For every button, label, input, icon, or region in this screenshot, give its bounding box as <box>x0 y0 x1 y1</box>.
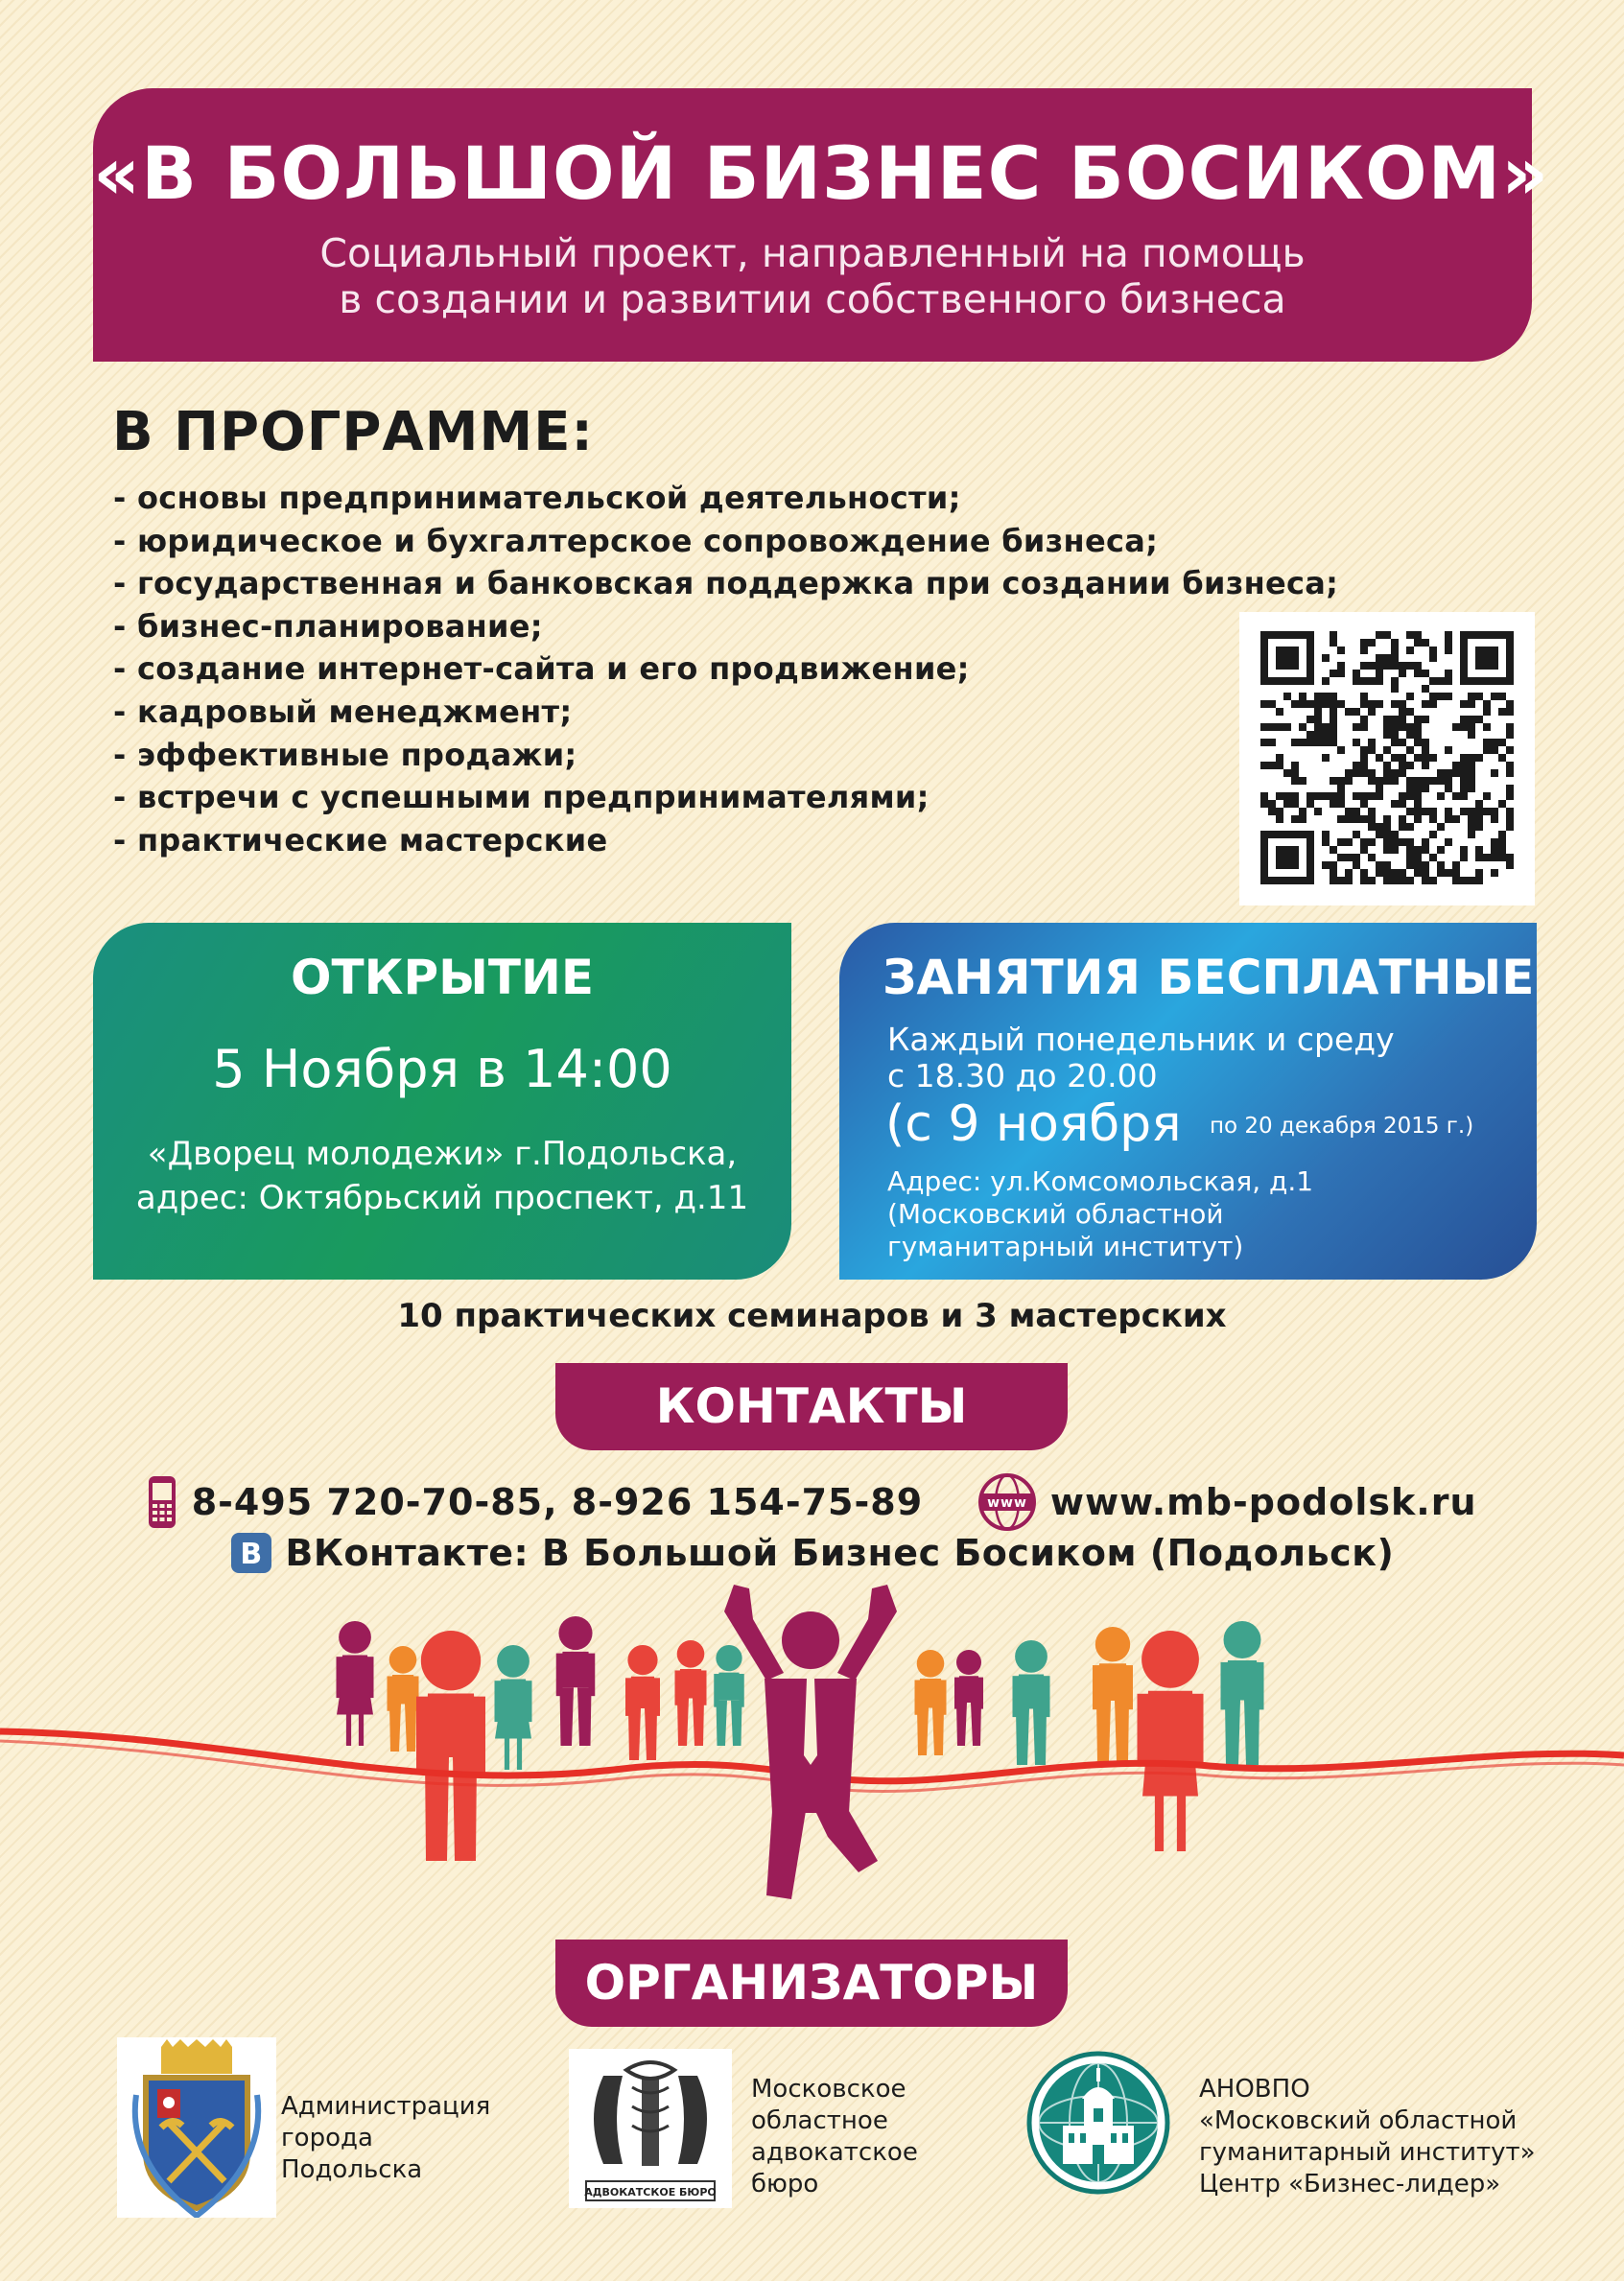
mobile-phone-icon <box>147 1474 177 1530</box>
opening-panel <box>93 923 791 1280</box>
svg-text:АДВОКАТСКОЕ БЮРО: АДВОКАТСКОЕ БЮРО <box>584 2186 717 2199</box>
vk-row <box>0 1529 1624 1574</box>
organizers-heading: ОРГАНИЗАТОРЫ <box>555 1940 1068 2027</box>
qr-code[interactable] <box>1239 612 1535 905</box>
org-humanitarian-institute: АНОВПО «Московский областной гуманитарный институт» Центр «Бизнес-лидер» <box>1199 2075 1536 2199</box>
program-item: - основы предпринимательской деятельности; <box>113 480 961 516</box>
subtitle-line-1: Социальный проект, направленный на помощь <box>319 230 1306 276</box>
opening-title: ОТКРЫТИЕ <box>290 950 595 1005</box>
opening-place: «Дворец молодежи» г.Подольска, <box>147 1135 738 1173</box>
opening-date: 5 Ноября в 14:00 <box>212 1039 672 1099</box>
phone-numbers[interactable]: 8-495 720-70-85, 8-926 154-75-89 <box>191 1481 924 1523</box>
advocate-bureau-logo-icon <box>569 2049 732 2208</box>
subtitle-line-2: в создании и развитии собственного бизнеса <box>339 276 1286 322</box>
podolsk-coat-of-arms-icon <box>117 2037 276 2218</box>
crowd-illustration <box>0 1573 1624 1938</box>
program-item: - встречи с успешными предпринимателями; <box>113 779 930 816</box>
program-item: - практические мастерские <box>113 821 608 858</box>
classes-address-institute-2: гуманитарный институт) <box>887 1231 1244 1262</box>
program-list <box>113 477 1338 861</box>
classes-schedule-days: Каждый понедельник и среду <box>887 1021 1395 1058</box>
program-item: - юридическое и бухгалтерское сопровождение бизнеса; <box>113 522 1159 559</box>
vk-icon <box>230 1532 272 1574</box>
vk-link[interactable]: ВКонтакте: В Большой Бизнес Босиком (Подольск) <box>285 1531 1395 1574</box>
contact-row <box>0 1472 1624 1532</box>
opening-address: адрес: Октябрьский проспект, д.11 <box>135 1179 749 1217</box>
program-heading: В ПРОГРАММЕ: <box>112 401 594 463</box>
org-advocate-bureau: Московское областное адвокатское бюро <box>751 2075 918 2199</box>
classes-address-institute: (Московский областной <box>887 1198 1224 1230</box>
classes-address: Адрес: ул.Комсомольская, д.1 <box>887 1165 1314 1197</box>
org-podolsk-administration: Администрация города Подольска <box>281 2092 491 2184</box>
program-item: - бизнес-планирование; <box>113 607 543 645</box>
seminars-note: 10 практических семинаров и 3 мастерских <box>397 1297 1227 1335</box>
classes-title: ЗАНЯТИЯ БЕСПЛАТНЫЕ <box>883 950 1535 1005</box>
classes-schedule-time: с 18.30 до 20.00 <box>887 1057 1158 1094</box>
program-item: - кадровый менеджмент; <box>113 693 573 730</box>
classes-panel <box>839 923 1537 1280</box>
classes-start-date: (с 9 ноября <box>885 1095 1182 1153</box>
program-item: - эффективные продажи; <box>113 736 577 773</box>
website-link[interactable]: www.mb-podolsk.ru <box>1049 1481 1477 1523</box>
svg-text:www: www <box>986 1495 1027 1511</box>
program-item: - государственная и банковская поддержка при создании бизнеса; <box>113 565 1339 602</box>
header-banner <box>93 88 1550 362</box>
qr-code-icon <box>1260 631 1514 886</box>
institute-logo-icon <box>1026 2051 1170 2195</box>
page-title: «В БОЛЬШОЙ БИЗНЕС БОСИКОМ» <box>93 130 1550 216</box>
program-item: - создание интернет-сайта и его продвижение; <box>113 650 970 688</box>
classes-end-date: по 20 декабря 2015 г.) <box>1210 1114 1474 1139</box>
svg-text:B: B <box>239 1537 263 1571</box>
contacts-heading: КОНТАКТЫ <box>555 1363 1068 1450</box>
globe-icon <box>977 1472 1037 1532</box>
